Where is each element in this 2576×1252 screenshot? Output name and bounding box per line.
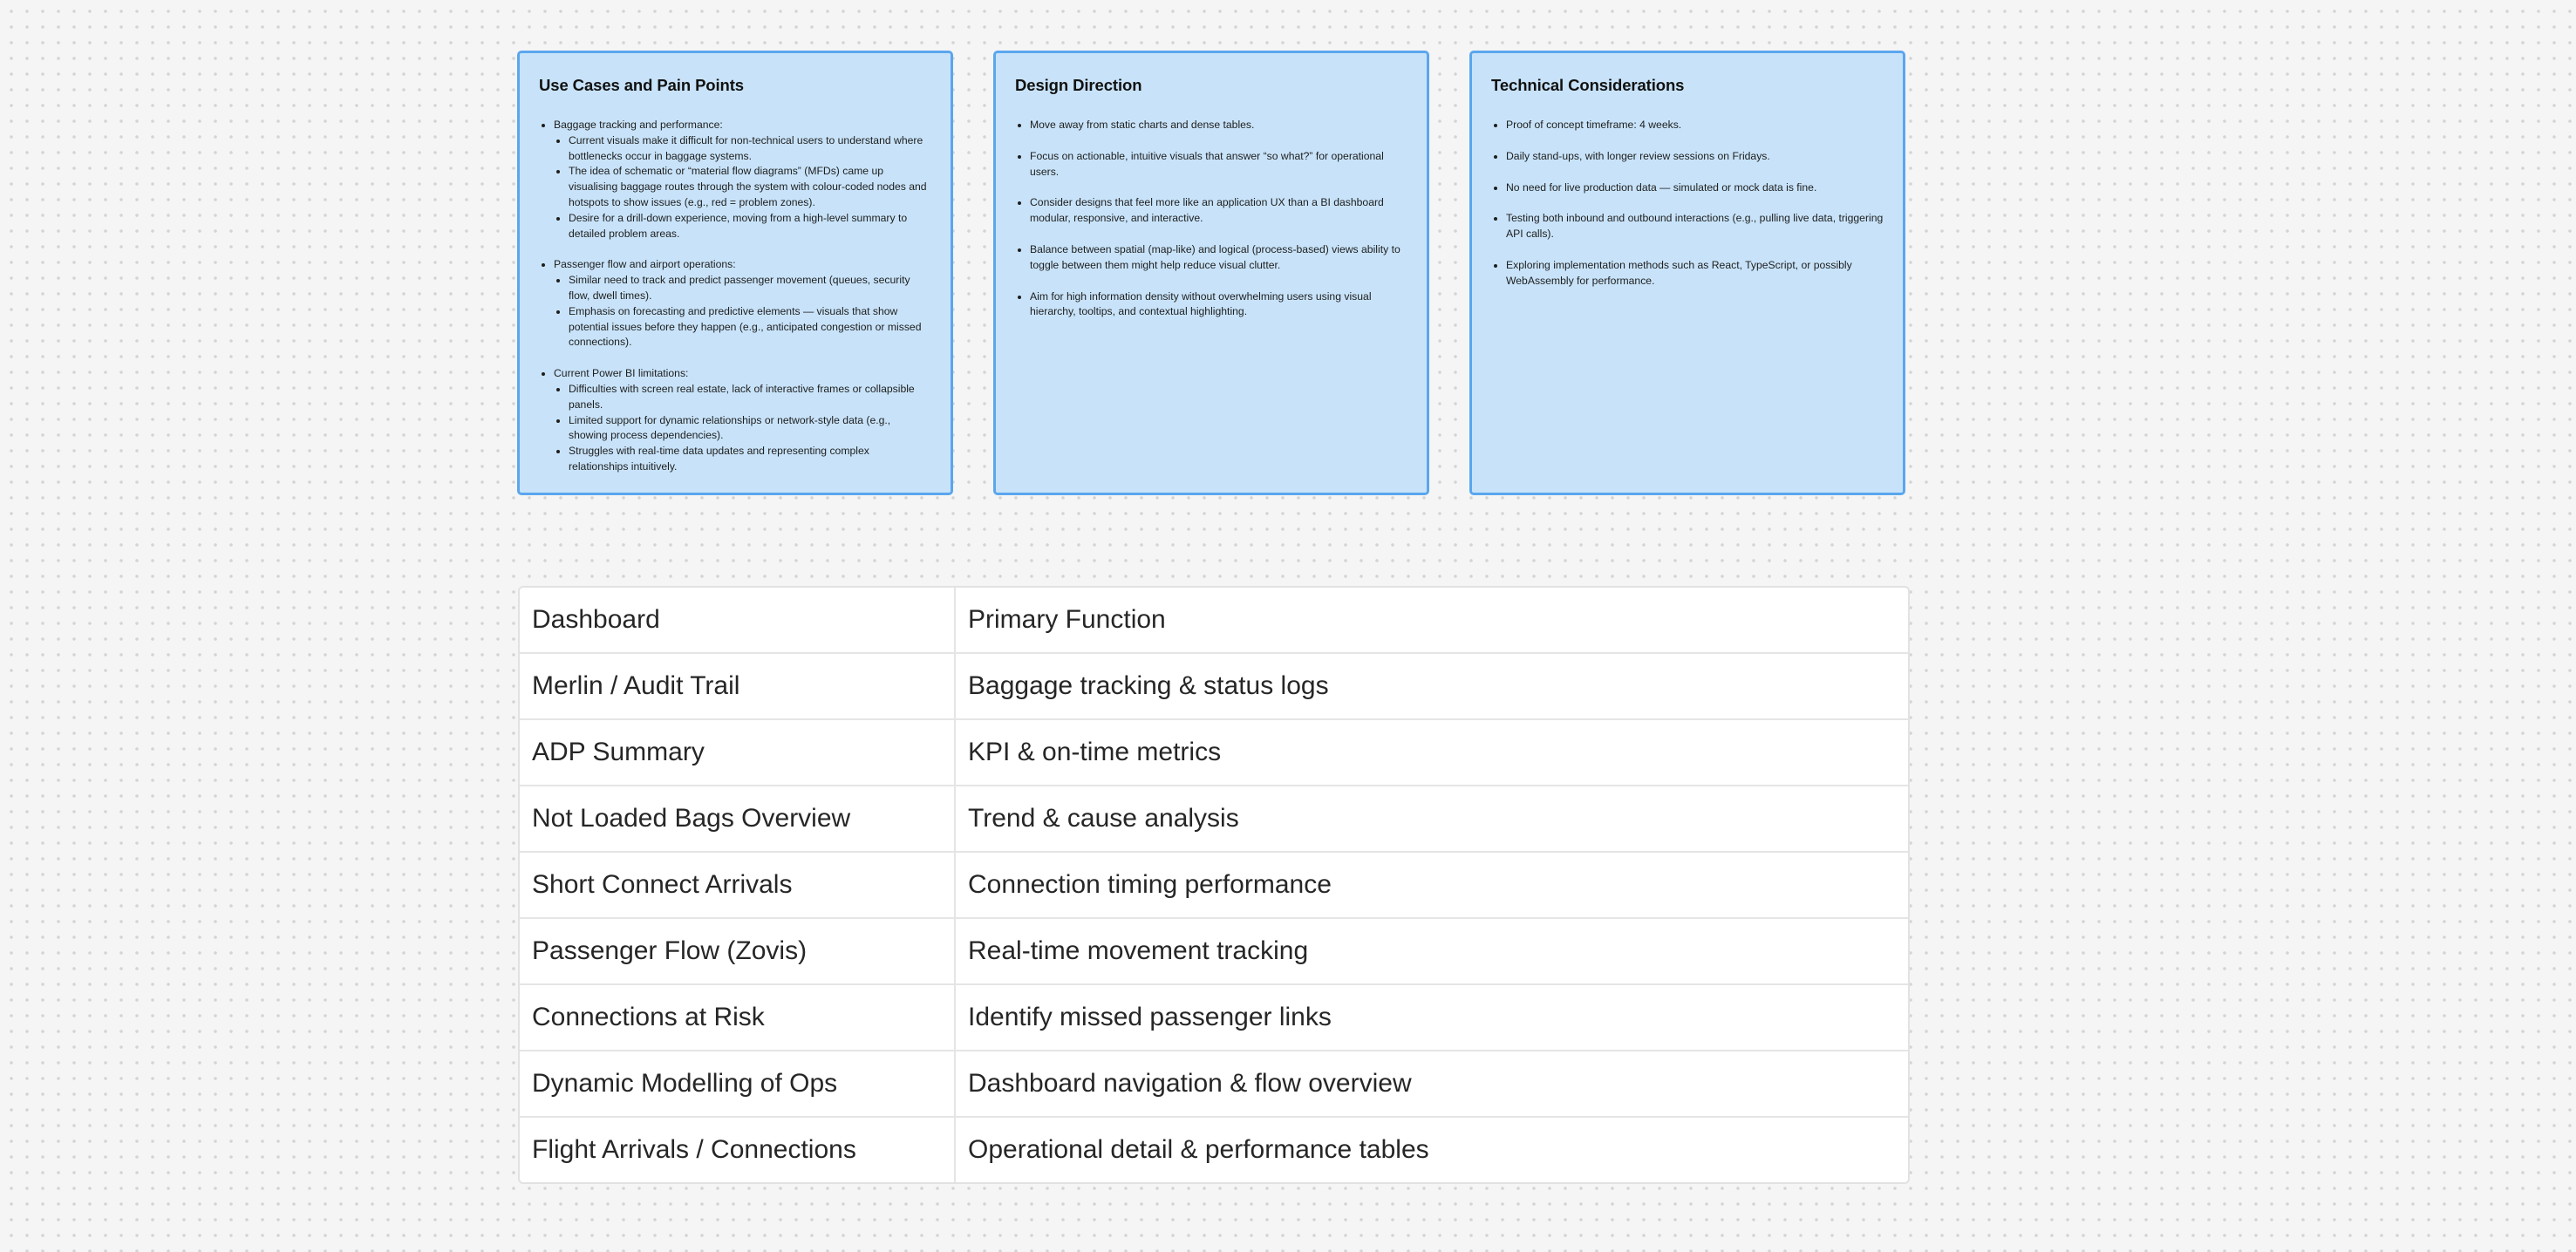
list-item: • Proof of concept timeframe: 4 weeks.	[1506, 118, 1884, 133]
list-item: • Move away from static charts and dense tables.	[1030, 118, 1407, 133]
sub-bullet-list	[554, 133, 931, 242]
table-row	[520, 1116, 1908, 1182]
list-item	[554, 118, 931, 242]
function-cell[interactable]: Connection timing performance	[968, 870, 1332, 899]
list-item	[554, 366, 931, 475]
list-item: • No need for live production data — simulated or mock data is fine.	[1506, 180, 1884, 196]
dashboard-cell[interactable]: ADP Summary	[520, 720, 956, 785]
dashboard-cell[interactable]: Dynamic Modelling of Ops	[520, 1051, 956, 1116]
function-cell[interactable]: Operational detail & performance tables	[968, 1135, 1429, 1164]
sub-bullet-list	[554, 382, 931, 475]
list-item: • Similar need to track and predict passenger movement (queues, security flow, dwell times).	[569, 273, 931, 304]
table-row	[520, 652, 1908, 718]
technical-considerations-card[interactable]	[1469, 51, 1905, 495]
table-row	[520, 718, 1908, 785]
function-cell[interactable]: Trend & cause analysis	[968, 804, 1239, 833]
group-heading: Baggage tracking and performance:	[554, 119, 723, 131]
dashboard-table[interactable]	[518, 586, 1910, 1184]
list-item: • Current visuals make it difficult for non-technical users to understand where bottlenecks occur in baggage systems.	[569, 133, 931, 165]
design-direction-card[interactable]	[993, 51, 1429, 495]
card-title: Use Cases and Pain Points	[539, 76, 745, 94]
table-row	[520, 983, 1908, 1050]
card-title: Technical Considerations	[1491, 76, 1685, 94]
table-row	[520, 917, 1908, 983]
function-cell[interactable]: Identify missed passenger links	[968, 1003, 1332, 1031]
function-cell[interactable]: Baggage tracking & status logs	[968, 671, 1329, 700]
column-header-primary-function[interactable]: Primary Function	[968, 605, 1166, 634]
function-cell[interactable]: KPI & on-time metrics	[968, 738, 1222, 766]
list-item: • Aim for high information density without overwhelming users using visual hierarchy, tooltips, and contextual highlighting.	[1030, 289, 1407, 321]
card-bullet-list	[1015, 118, 1407, 320]
list-item: • Emphasis on forecasting and predictive elements — visuals that show potential issues before they happen (e.g., anticipated congestion or missed connections).	[569, 304, 931, 350]
table-header-row	[520, 588, 1908, 652]
table-row	[520, 851, 1908, 917]
table-row	[520, 1050, 1908, 1116]
list-item: • Focus on actionable, intuitive visuals that answer “so what?” for operational users.	[1030, 149, 1407, 180]
use-cases-card[interactable]	[517, 51, 953, 495]
list-item: • The idea of schematic or “material flow diagrams” (MFDs) came up visualising baggage routes through the system with colour-coded nodes and hotspots to show issues (e.g., red = problem zones).	[569, 164, 931, 210]
list-item: • Desire for a drill-down experience, moving from a high-level summary to detailed problem areas.	[569, 211, 931, 242]
dashboard-cell[interactable]: Merlin / Audit Trail	[520, 654, 956, 718]
function-cell[interactable]: Dashboard navigation & flow overview	[968, 1069, 1412, 1098]
dashboard-cell[interactable]: Short Connect Arrivals	[520, 853, 956, 917]
list-item: • Balance between spatial (map-like) and logical (process-based) views ability to toggle between them might help reduce visual clutter.	[1030, 242, 1407, 274]
list-item: • Consider designs that feel more like an application UX than a BI dashboard modular, responsive, and interactive.	[1030, 195, 1407, 227]
list-item: • Difficulties with screen real estate, lack of interactive frames or collapsible panels.	[569, 382, 931, 413]
list-item: • Exploring implementation methods such as React, TypeScript, or possibly WebAssembly for performance.	[1506, 258, 1884, 289]
dashboard-cell[interactable]: Not Loaded Bags Overview	[520, 786, 956, 851]
list-item: • Daily stand-ups, with longer review sessions on Fridays.	[1506, 149, 1884, 165]
card-title: Design Direction	[1015, 76, 1142, 94]
group-heading: Passenger flow and airport operations:	[554, 258, 736, 271]
list-item: • Limited support for dynamic relationships or network-style data (e.g., showing process dependencies).	[569, 413, 931, 445]
list-item: • Testing both inbound and outbound interactions (e.g., pulling live data, triggering API calls).	[1506, 211, 1884, 242]
dashboard-cell[interactable]: Connections at Risk	[520, 985, 956, 1050]
card-bullet-list	[539, 118, 931, 475]
dashboard-cell[interactable]: Passenger Flow (Zovis)	[520, 919, 956, 983]
column-header-dashboard[interactable]: Dashboard	[520, 588, 956, 652]
group-heading: Current Power BI limitations:	[554, 367, 689, 380]
table-row	[520, 785, 1908, 851]
card-bullet-list	[1491, 118, 1884, 289]
list-item: • Struggles with real-time data updates and representing complex relationships intuitively.	[569, 444, 931, 475]
function-cell[interactable]: Real-time movement tracking	[968, 936, 1309, 965]
dashboard-cell[interactable]: Flight Arrivals / Connections	[520, 1118, 956, 1182]
list-item	[554, 257, 931, 350]
sub-bullet-list	[554, 273, 931, 350]
